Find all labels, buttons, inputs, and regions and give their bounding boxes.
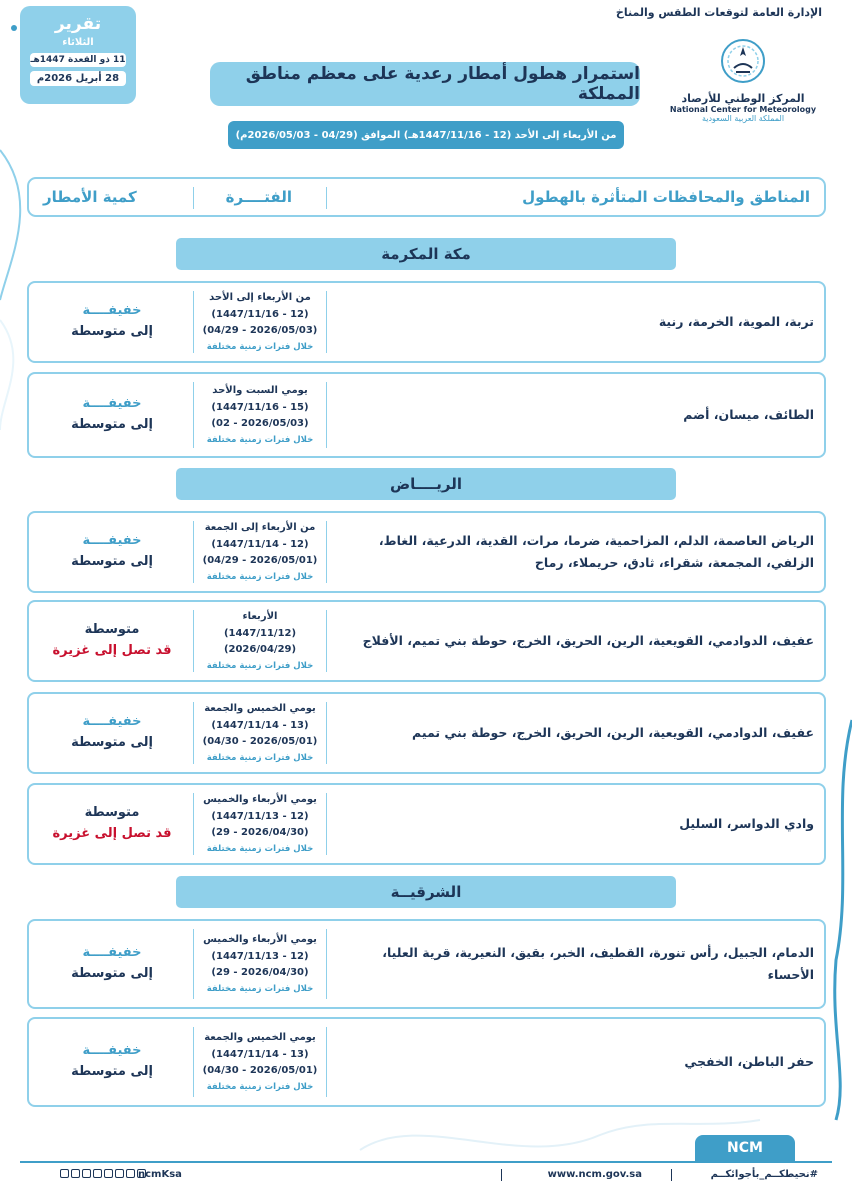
x-icon[interactable]	[137, 1169, 146, 1178]
amount-level: خفيفــــة	[82, 945, 142, 961]
period-gregorian: (2026/05/01 - 04/30)	[202, 1065, 318, 1077]
period-title: من الأربعاء إلى الجمعة	[204, 522, 316, 534]
column-period: الفتــــرة	[225, 188, 292, 206]
amount-level: خفيفــــة	[82, 714, 142, 730]
table-row	[27, 372, 826, 458]
instagram-icon[interactable]	[71, 1169, 80, 1178]
report-title: استمرار هطول أمطار رعدية على معظم مناطق المملكة	[210, 62, 640, 106]
period-title: من الأربعاء إلى الأحد	[209, 292, 311, 304]
period-note: خلال فترات زمنية مختلفة	[206, 341, 314, 352]
footer-hashtag[interactable]: #نحيطكــم_بأجوائكــم	[710, 1169, 818, 1180]
footer-website[interactable]: www.ncm.gov.sa	[547, 1169, 642, 1180]
logo-country: المملكة العربية السعودية	[701, 114, 785, 123]
period-hijri: (12 - 1447/11/13)	[211, 950, 309, 962]
table-row	[27, 919, 826, 1009]
period-hijri: (12 - 1447/11/14)	[211, 538, 309, 550]
amount-range: إلى متوسطة	[71, 966, 153, 981]
period-title: يومي الأربعاء والخميس	[203, 794, 317, 806]
row-amount	[29, 1019, 195, 1105]
period-hijri: (13 - 1447/11/14)	[211, 719, 309, 731]
amount-level: خفيفــــة	[82, 533, 142, 549]
column-amount: كمية الأمطار	[43, 188, 137, 206]
row-period	[200, 921, 320, 1007]
footer-divider	[671, 1169, 672, 1181]
whatsapp-icon[interactable]	[60, 1169, 69, 1178]
report-date-box	[20, 6, 136, 104]
amount-range: إلى متوسطة	[71, 324, 153, 339]
amount-range: قد تصل إلى غزيرة	[52, 643, 172, 658]
linkedin-icon[interactable]	[93, 1169, 102, 1178]
amount-level: خفيفــــة	[82, 396, 142, 412]
report-period: من الأربعاء إلى الأحد (12 - 1447/11/16هـ) الموافق (04/29 - 2026/05/03م)	[228, 121, 624, 149]
footer-social-handle[interactable]: ncmKsa	[138, 1169, 182, 1180]
ncm-emblem-icon	[720, 38, 766, 84]
row-areas: الدمام، الجبيل، رأس تنورة، القطيف، الخبر، بقيق، النعيرية، قرية العليا، الأحساء	[382, 945, 814, 982]
period-note: خلال فترات زمنية مختلفة	[206, 571, 314, 582]
period-title: يومي الخميس والجمعة	[204, 1032, 316, 1044]
youtube-icon[interactable]	[104, 1169, 113, 1178]
report-hijri-date: 11 ذو القعدة 1447هـ	[30, 55, 126, 65]
facebook-icon[interactable]	[82, 1169, 91, 1178]
row-amount	[29, 921, 195, 1007]
period-title: الأربعاء	[242, 611, 278, 623]
header-divider	[193, 187, 194, 209]
period-title: يومي الخميس والجمعة	[204, 703, 316, 715]
table-header	[27, 177, 826, 217]
period-gregorian: (2026/05/03 - 02)	[211, 418, 309, 430]
footer-bar	[20, 1161, 832, 1185]
header-divider	[326, 187, 327, 209]
column-areas: المناطق والمحافظات المتأثرة بالهطول	[522, 188, 810, 206]
amount-range: إلى متوسطة	[71, 554, 153, 569]
row-period	[200, 283, 320, 361]
row-areas: حفر الباطن، الخفجي	[684, 1054, 814, 1070]
row-areas: عفيف، الدوادمي، القويعية، الرين، الحريق، الخرج، حوطة بني تميم، الأفلاج	[362, 633, 814, 649]
row-amount	[29, 785, 195, 863]
table-row	[27, 783, 826, 865]
period-gregorian: (2026/04/29)	[223, 644, 297, 656]
table-row	[27, 281, 826, 363]
row-period	[200, 513, 320, 591]
amount-level: خفيفــــة	[82, 303, 142, 319]
amount-range: إلى متوسطة	[71, 735, 153, 750]
snapchat-icon[interactable]	[126, 1169, 135, 1178]
report-day: الثلاثاء	[62, 37, 94, 48]
period-note: خلال فترات زمنية مختلفة	[206, 843, 314, 854]
row-amount	[29, 283, 195, 361]
row-amount	[29, 602, 195, 680]
amount-range: إلى متوسطة	[71, 417, 153, 432]
period-hijri: (15 - 1447/11/16)	[211, 401, 309, 413]
logo-name-ar: المركز الوطني للأرصاد	[681, 92, 805, 105]
row-amount	[29, 374, 195, 456]
period-gregorian: (2026/05/03 - 04/29)	[202, 325, 318, 337]
period-note: خلال فترات زمنية مختلفة	[206, 434, 314, 445]
report-label: تقرير	[54, 14, 102, 34]
amount-range: قد تصل إلى غزيرة	[52, 826, 172, 841]
social-media-icons	[60, 1169, 146, 1178]
amount-level: متوسطة	[84, 622, 140, 638]
row-amount	[29, 694, 195, 772]
row-areas: تربة، الموية، الخرمة، رنية	[658, 314, 814, 330]
row-areas: الرياض العاصمة، الدلم، المزاحمية، ضرما، مرات، القدية، الدرعية، الغاط، الزلفي، المجمعة، شقراء، ثادق، حريملاء، رماح	[378, 533, 814, 570]
amount-level: متوسطة	[84, 805, 140, 821]
row-period	[200, 785, 320, 863]
row-amount	[29, 513, 195, 591]
period-note: خلال فترات زمنية مختلفة	[206, 1081, 314, 1092]
region-header-riyadh: الريــــاض	[176, 468, 676, 500]
table-row	[27, 600, 826, 682]
row-period	[200, 374, 320, 456]
row-areas: وادي الدواسر، السليل	[679, 816, 814, 832]
period-note: خلال فترات زمنية مختلفة	[206, 752, 314, 763]
department-title: الإدارة العامة لتوقعات الطقس والمناخ	[615, 6, 822, 19]
table-row	[27, 1017, 826, 1107]
region-header-eastern: الشرقيــة	[176, 876, 676, 908]
row-areas: الطائف، ميسان، أضم	[683, 407, 814, 423]
table-row	[27, 692, 826, 774]
tiktok-icon[interactable]	[115, 1169, 124, 1178]
period-hijri: (12 - 1447/11/16)	[211, 308, 309, 320]
period-gregorian: (2026/05/01 - 04/30)	[202, 736, 318, 748]
row-areas: عفيف، الدوادمي، القويعية، الرين، الحريق، الخرج، حوطة بني تميم	[412, 725, 814, 741]
region-header-makkah: مكة المكرمة	[176, 238, 676, 270]
period-gregorian: (2026/05/01 - 04/29)	[202, 555, 318, 567]
period-hijri: (13 - 1447/11/14)	[211, 1048, 309, 1060]
period-gregorian: (2026/04/30 - 29)	[211, 827, 309, 839]
period-note: خلال فترات زمنية مختلفة	[206, 983, 314, 994]
row-period	[200, 602, 320, 680]
ncm-logo	[668, 38, 818, 123]
report-gregorian-date: 28 أبريل 2026م	[30, 71, 126, 86]
logo-name-en: National Center for Meteorology	[669, 105, 817, 114]
period-hijri: (12 - 1447/11/13)	[211, 810, 309, 822]
row-period	[200, 1019, 320, 1105]
amount-level: خفيفــــة	[82, 1043, 142, 1059]
period-title: يومي السبت والأحد	[212, 385, 308, 397]
period-hijri: (1447/11/12)	[223, 627, 297, 639]
period-gregorian: (2026/04/30 - 29)	[211, 967, 309, 979]
period-title: يومي الأربعاء والخميس	[203, 934, 317, 946]
amount-range: إلى متوسطة	[71, 1064, 153, 1079]
table-row	[27, 511, 826, 593]
row-period	[200, 694, 320, 772]
ncm-badge: NCM	[695, 1135, 795, 1161]
period-note: خلال فترات زمنية مختلفة	[206, 660, 314, 671]
footer-divider	[501, 1169, 502, 1181]
